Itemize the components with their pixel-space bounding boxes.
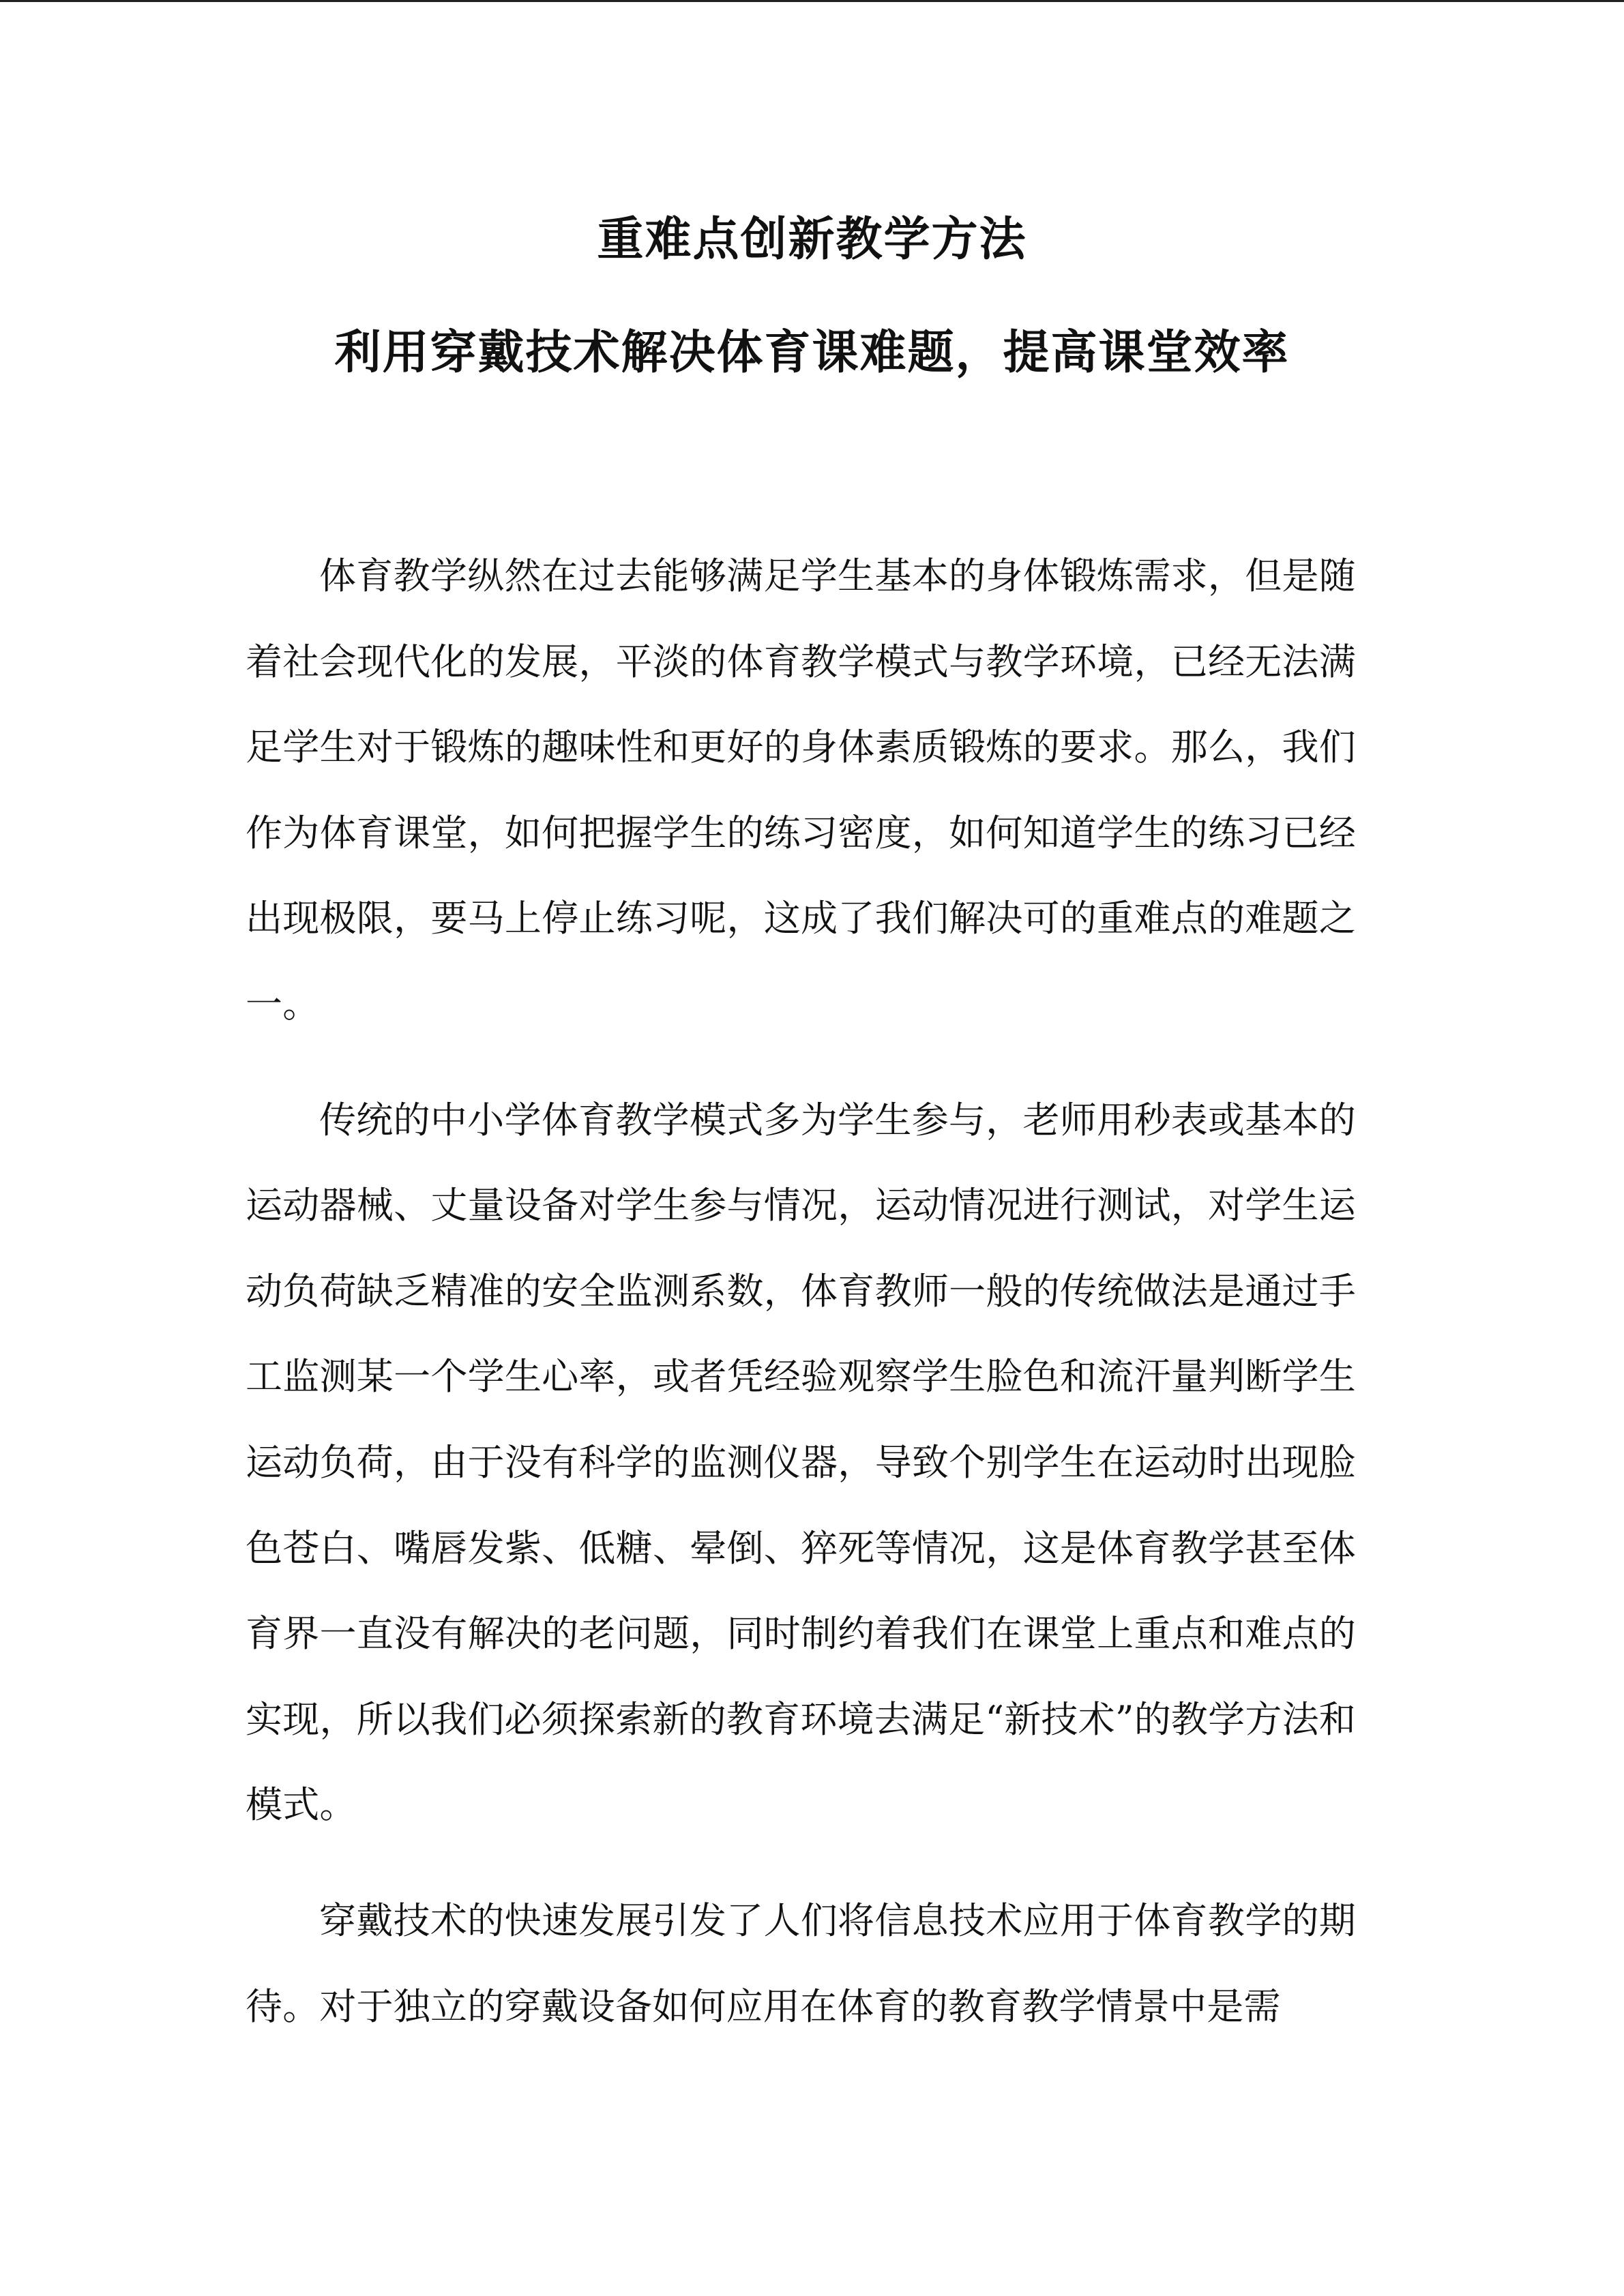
document-title: 重难点创新教学方法 bbox=[597, 213, 1027, 267]
paragraph-1: 体育教学纵然在过去能够满足学生基本的身体锻炼需求，但是随着社会现代化的发展，平淡的体育教学模式与教学环境，已经无法满足学生对于锻炼的趣味性和更好的身体素质锻炼的要求。那么，我们作为体育课堂，如何把握学生的练习密度，如何知道学生的练习已经出现极限，要马上停止练习呢，这成了我们解决可的重难点的难题之一。 bbox=[246, 554, 1356, 1026]
document-body bbox=[246, 533, 1356, 2049]
paragraph-3: 穿戴技术的快速发展引发了人们将信息技术应用于体育教学的期待。对于独立的穿戴设备如何应用在体育的教育教学情景中是需 bbox=[246, 1898, 1356, 2028]
document-subtitle: 利用穿戴技术解决体育课难题，提高课堂效率 bbox=[334, 326, 1290, 380]
paragraph-2: 传统的中小学体育教学模式多为学生参与，老师用秒表或基本的运动器械、丈量设备对学生参与情况，运动情况进行测试，对学生运动负荷缺乏精准的安全监测系数，体育教师一般的传统做法是通过手工监测某一个学生心率，或者凭经验观察学生脸色和流汗量判断学生运动负荷，由于没有科学的监测仪器，导致个别学生在运动时出现脸色苍白、嘴唇发紫、低糖、晕倒、猝死等情况，这是体育教学甚至体育界一直没有解决的老问题，同时制约着我们在课堂上重点和难点的实现，所以我们必须探索新的教育环境去满足“新技术”的教学方法和模式。 bbox=[246, 1098, 1356, 1827]
